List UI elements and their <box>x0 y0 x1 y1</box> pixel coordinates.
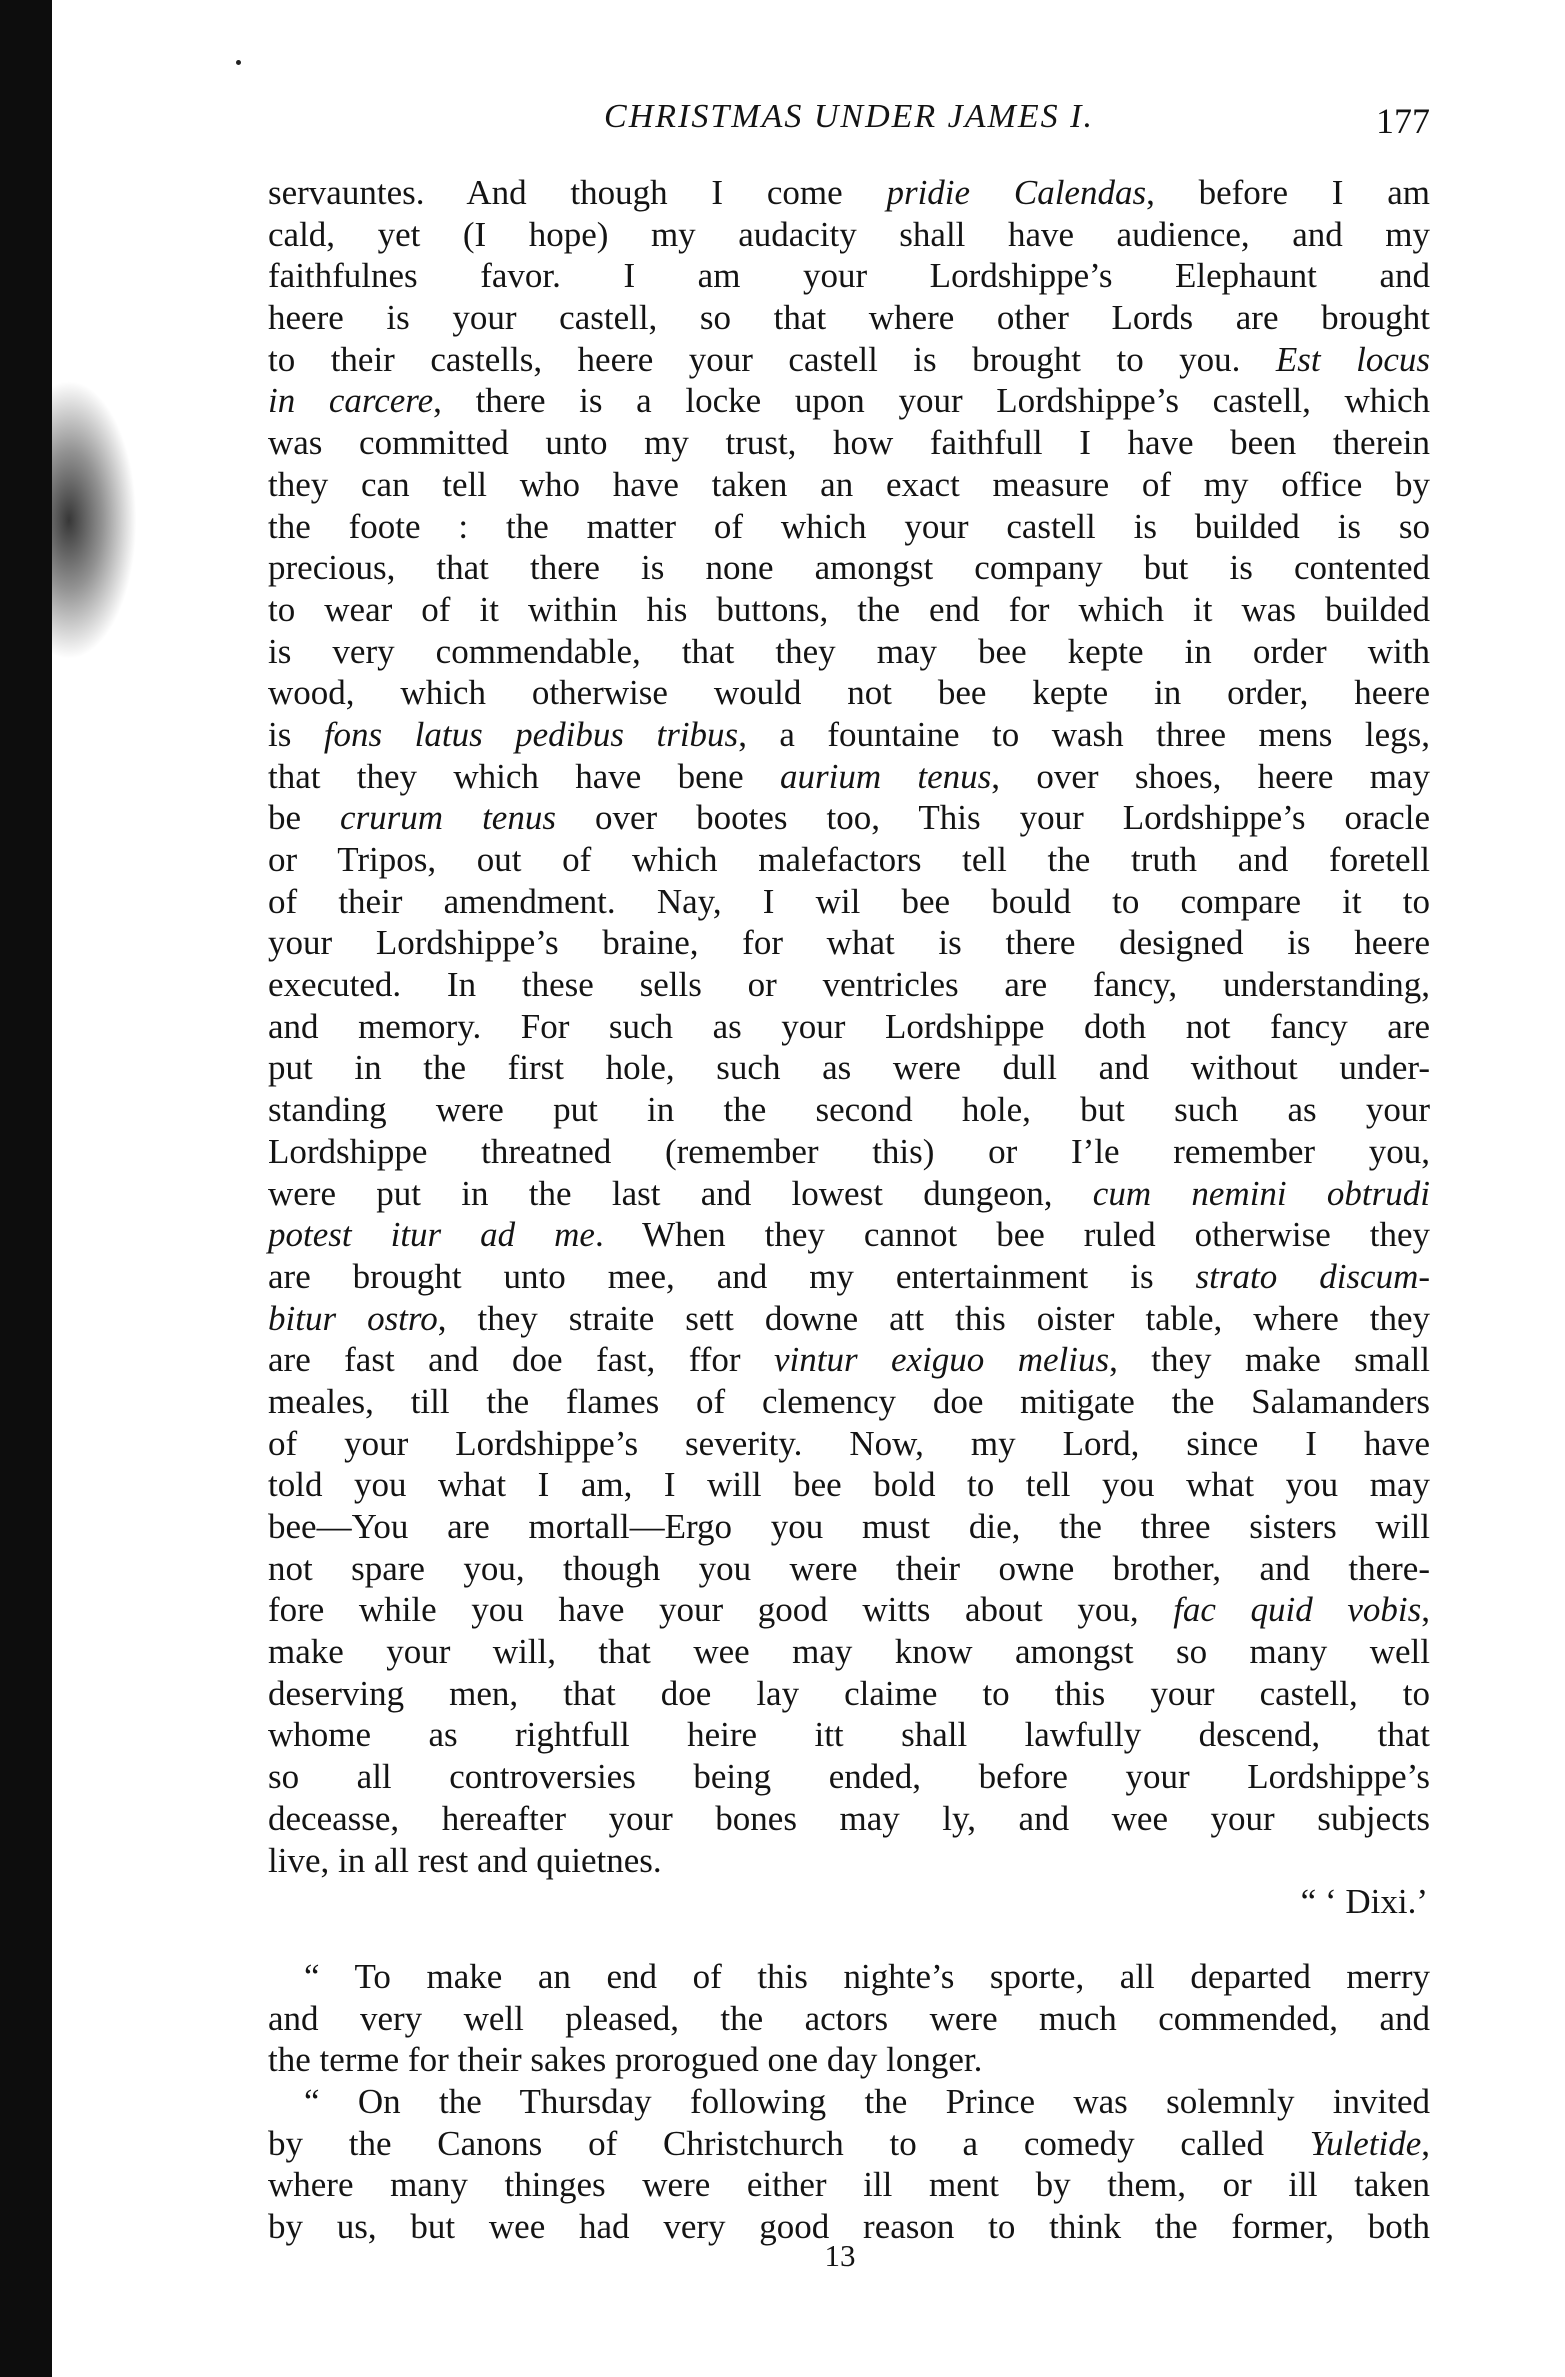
speech-text-line: standing were put in the second hole, but such as your <box>268 1090 1430 1130</box>
narrative-text-line: the terme for their sakes prorogued one day longer. <box>268 2040 983 2080</box>
speech-text-line: told you what I am, I will bee bold to tell you what you may <box>268 1465 1430 1505</box>
dixi-signoff: “ ‘ Dixi.’ <box>1300 1882 1428 1922</box>
speech-text-line: bee—You are mortall—Ergo you must die, the three sisters will <box>268 1507 1430 1546</box>
narrative-text-line: “ To make an end of this nighte’s sporte, all departed merry <box>304 1956 1430 1996</box>
speech-text-line: to their castells, heere your castell is brought to you. Est locus <box>268 339 1431 379</box>
speech-text-line: is very commendable, that they may bee kepte in order with <box>268 631 1430 671</box>
speech-paragraph <box>268 172 1430 1881</box>
speech-text-line: was committed unto my trust, how faithfull I have been therein <box>268 423 1430 463</box>
speech-text-line: cald, yet (I hope) my audacity shall have audience, and my <box>268 214 1430 254</box>
speech-text-line: executed. In these sells or ventricles are fancy, understanding, <box>268 965 1430 1005</box>
speech-text-line: Lordshippe threatned (remember this) or I’le remember you, <box>268 1131 1430 1171</box>
running-title: CHRISTMAS UNDER JAMES I. <box>604 98 1094 135</box>
speech-text-line: faithfulnes favor. I am your Lordshippe’s Elephaunt and <box>268 256 1430 296</box>
speech-text-line: or Tripos, out of which malefactors tell the truth and foretell <box>268 840 1430 879</box>
narrative-paragraph-1 <box>268 1956 1430 2081</box>
speech-text-line: are fast and doe fast, ffor vintur exiguo melius, they make small <box>268 1340 1431 1380</box>
speech-text-line: bitur ostro, they straite sett downe att this oister table, where they <box>268 1298 1430 1338</box>
page-number: 177 <box>1376 101 1430 141</box>
ink-speck <box>236 60 241 65</box>
speech-text-line: were put in the last and lowest dungeon, cum nemini obtrudi <box>268 1173 1431 1213</box>
speech-text-line: that they which have bene aurium tenus, over shoes, heere may <box>268 756 1431 796</box>
paragraph-gap <box>268 1923 1430 1956</box>
speech-text-line: live, in all rest and quietnes. <box>268 1840 662 1880</box>
speech-text-line: deserving men, that doe lay claime to this your castell, to <box>268 1673 1430 1713</box>
speech-text-line: they can tell who have taken an exact measure of my office by <box>268 464 1430 504</box>
speech-text-line: be crurum tenus over bootes too, This your Lordshippe’s oracle <box>268 798 1430 838</box>
speech-text-line: in carcere, there is a locke upon your Lordshippe’s castell, which <box>268 381 1431 421</box>
speech-text-line: heere is your castell, so that where other Lords are brought <box>268 298 1430 338</box>
speech-text-line: of their amendment. Nay, I wil bee bould to compare it to <box>268 881 1430 921</box>
speech-text-line: to wear of it within his buttons, the end for which it was builded <box>268 589 1430 629</box>
speech-text-line: deceasse, hereafter your bones may ly, and wee your subjects <box>268 1798 1430 1838</box>
speech-text-line: your Lordshippe’s braine, for what is there designed is heere <box>268 923 1430 963</box>
page-header <box>268 98 1430 148</box>
speech-text-line: precious, that there is none amongst company but is contented <box>268 548 1430 588</box>
narrative-text-line: and very well pleased, the actors were much commended, and <box>268 1998 1430 2038</box>
book-binding-shadow <box>0 0 52 2377</box>
narrative-text-line: by the Canons of Christchurch to a comedy called Yuletide, <box>268 2123 1430 2163</box>
page-smudge <box>52 380 137 660</box>
speech-text-line: of your Lordshippe’s severity. Now, my Lord, since I have <box>268 1423 1430 1463</box>
speech-text-line: not spare you, though you were their owne brother, and there- <box>268 1548 1430 1588</box>
narrative-text-line: “ On the Thursday following the Prince was solemnly invited <box>304 2081 1430 2121</box>
speech-text-line: potest itur ad me. When they cannot bee ruled otherwise they <box>268 1215 1431 1255</box>
narrative-paragraph-2 <box>268 2081 1430 2248</box>
narrative-text-line: where many thinges were either ill ment by them, or ill taken <box>268 2165 1430 2205</box>
signature-mark: 13 <box>824 2238 856 2273</box>
narrative-text-line: by us, but wee had very good reason to think the former, both <box>268 2207 1430 2246</box>
speech-text-line: wood, which otherwise would not bee kepte in order, heere <box>268 673 1430 713</box>
speech-text-line: meales, till the flames of clemency doe mitigate the Salamanders <box>268 1381 1430 1421</box>
speech-text-line: whome as rightfull heire itt shall lawfully descend, that <box>268 1715 1430 1755</box>
page-body <box>268 172 1430 2248</box>
speech-text-line: make your will, that wee may know amongst so many well <box>268 1632 1430 1672</box>
speech-text-line: and memory. For such as your Lordshippe doth not fancy are <box>268 1006 1430 1046</box>
speech-text-line: the foote : the matter of which your castell is builded is so <box>268 506 1430 546</box>
speech-text-line: are brought unto mee, and my entertainment is strato discum- <box>268 1256 1431 1296</box>
speech-text-line: is fons latus pedibus tribus, a fountaine to wash three mens legs, <box>268 714 1430 754</box>
speech-text-line: so all controversies being ended, before your Lordshippe’s <box>268 1757 1430 1797</box>
speech-text-line: put in the first hole, such as were dull and without under- <box>268 1048 1430 1088</box>
speech-text-line: fore while you have your good witts about you, fac quid vobis, <box>268 1590 1430 1630</box>
speech-text-line: servauntes. And though I come pridie Calendas, before I am <box>268 173 1430 212</box>
